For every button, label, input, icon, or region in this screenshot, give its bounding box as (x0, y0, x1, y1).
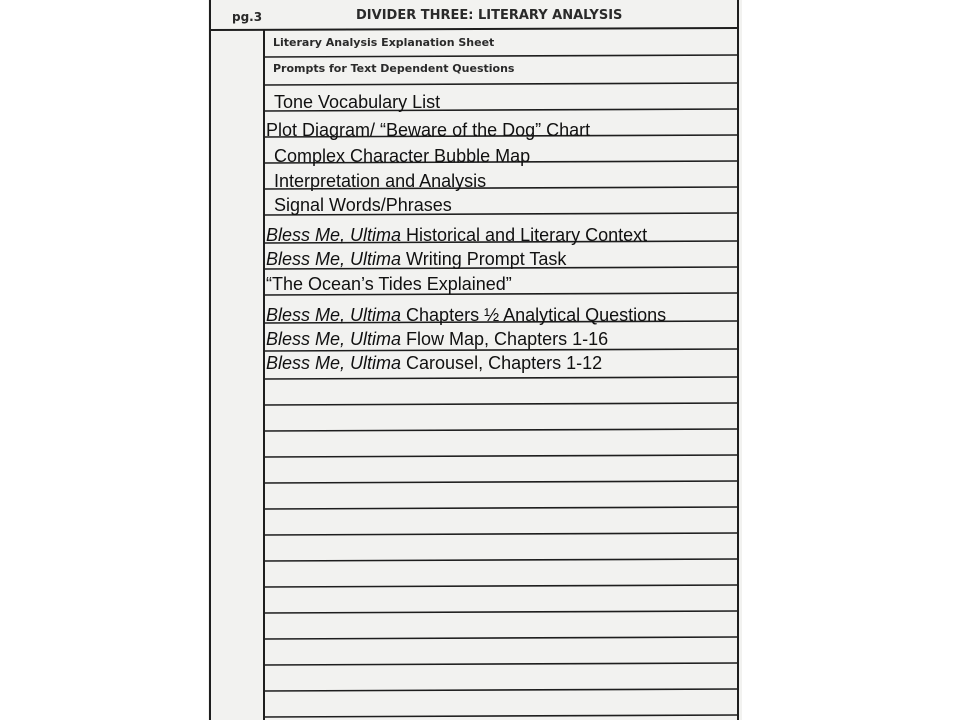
ruled-line (264, 611, 738, 613)
ruled-line (264, 715, 738, 717)
entry-writing-prompt: Bless Me, Ultima Writing Prompt Task (266, 249, 567, 269)
ruled-line (264, 507, 738, 509)
ruled-line (264, 533, 738, 535)
entry-flow-map: Bless Me, Ultima Flow Map, Chapters 1-16 (266, 329, 609, 349)
printed-row-explanation-sheet: Literary Analysis Explanation Sheet (273, 36, 495, 49)
entry-signal-words: Signal Words/Phrases (274, 195, 452, 215)
entry-oceans-tides: “The Ocean’s Tides Explained” (266, 274, 512, 294)
entry-carousel: Bless Me, Ultima Carousel, Chapters 1-12 (266, 353, 603, 373)
ruled-line (264, 689, 738, 691)
entry-historical-context: Bless Me, Ultima Historical and Literary Context (266, 225, 648, 245)
page-label: pg.3 (232, 10, 263, 24)
entry-interpretation: Interpretation and Analysis (274, 171, 487, 191)
entry-tone-vocabulary: Tone Vocabulary List (274, 92, 441, 112)
ruled-line (264, 429, 738, 431)
entry-complex-character: Complex Character Bubble Map (274, 146, 531, 166)
ruled-line (264, 637, 738, 639)
entry-analytical-questions: Bless Me, Ultima Chapters ½ Analytical Questions (266, 305, 667, 325)
ruled-line (264, 585, 738, 587)
ruled-line (264, 559, 738, 561)
ruled-line (264, 377, 738, 379)
divider-title: DIVIDER THREE: LITERARY ANALYSIS (356, 8, 623, 23)
ruled-line (264, 55, 738, 57)
ruled-line (264, 663, 738, 665)
entry-plot-diagram: Plot Diagram/ “Beware of the Dog” Chart (266, 120, 591, 140)
ruled-line (264, 481, 738, 483)
ruled-line (264, 83, 738, 85)
ruled-line (264, 403, 738, 405)
ruled-line (264, 455, 738, 457)
printed-row-prompts: Prompts for Text Dependent Questions (273, 62, 515, 75)
